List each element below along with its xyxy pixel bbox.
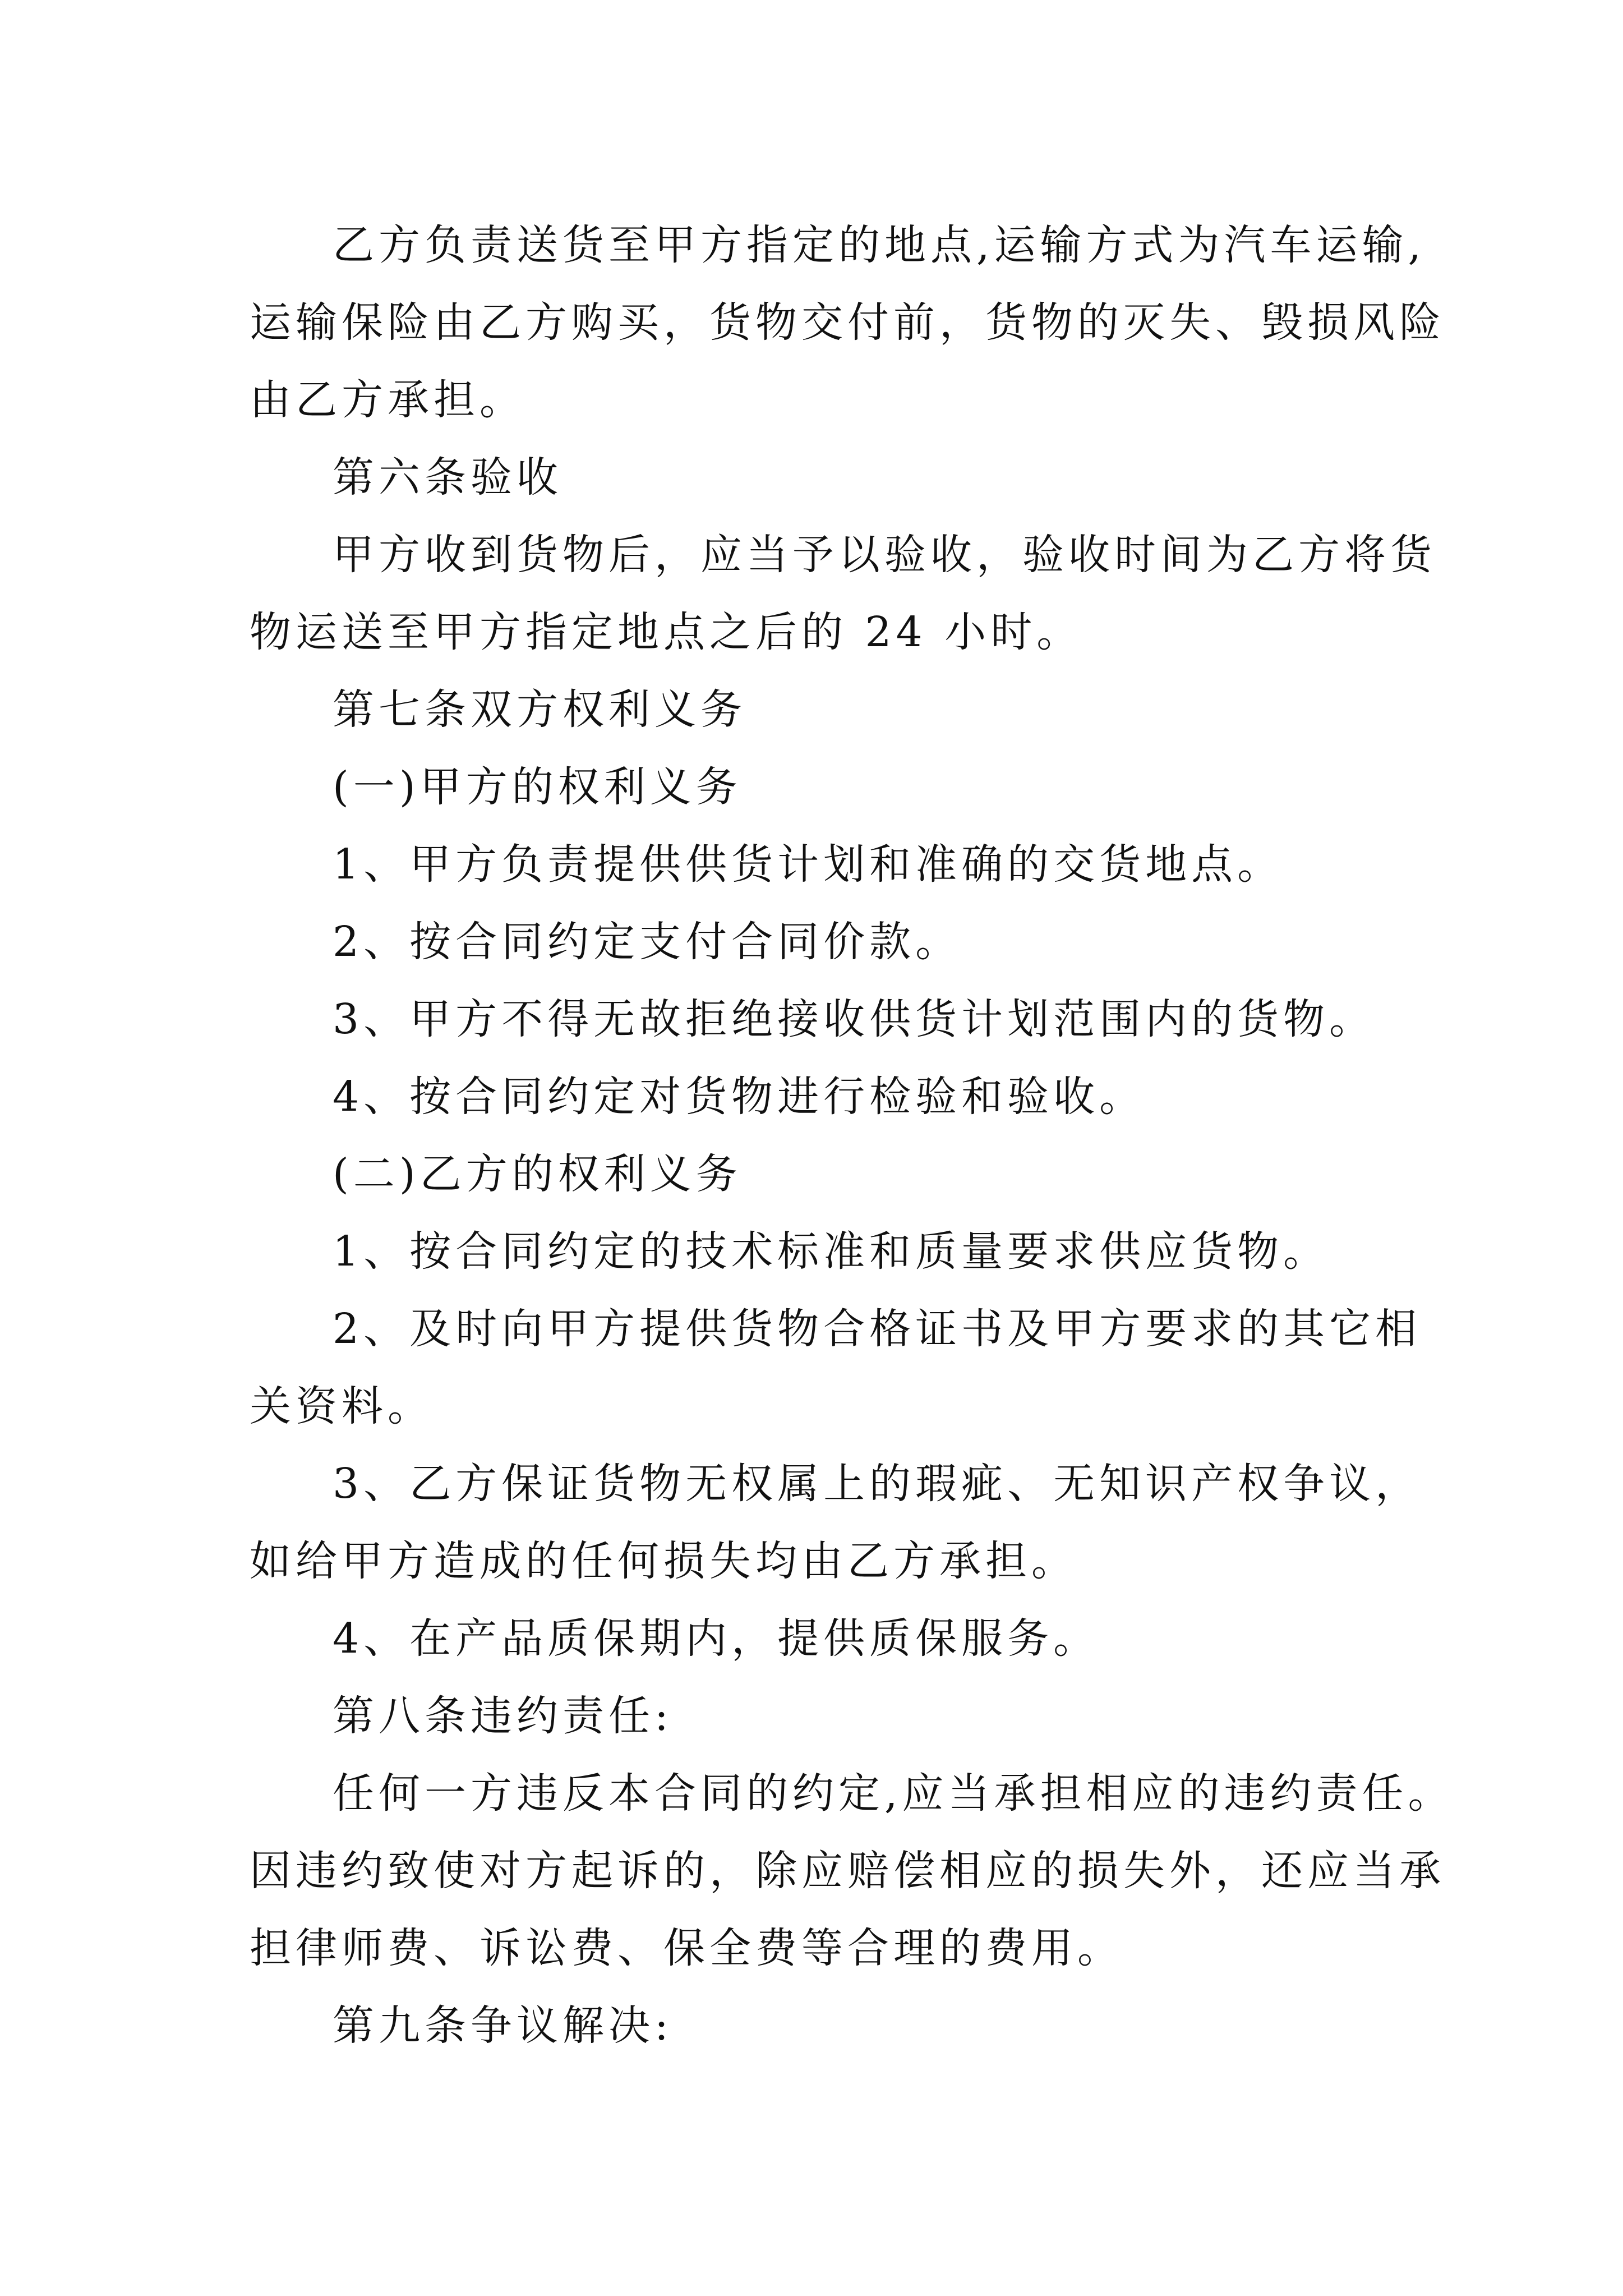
list-item: 4、按合同约定对货物进行检验和验收。 [333,1073,1146,1121]
text-line: 甲方收到货物后，应当予以验收，验收时间为乙方将货 [333,531,1436,579]
text-line: 由乙方承担。 [250,376,525,424]
list-item: 2、按合同约定支付合同价款。 [333,918,962,966]
article-heading: 第九条争议解决: [333,2001,673,2050]
list-item: 1、按合同约定的技术标准和质量要求供应货物。 [333,1227,1330,1276]
article-heading: 第七条双方权利义务 [333,685,746,734]
section-heading: (二)乙方的权利义务 [333,1150,742,1198]
text-line: 因违约致使对方起诉的，除应赔偿相应的损失外，还应当承 [250,1847,1445,1895]
list-item: 1、甲方负责提供供货计划和准确的交货地点。 [333,840,1284,889]
article-heading: 第八条违约责任: [333,1692,673,1740]
text-line: 如给甲方造成的任何损失均由乙方承担。 [250,1537,1077,1585]
text-line: 物运送至甲方指定地点之后的 24 小时。 [250,608,1083,656]
list-item: 4、在产品质保期内，提供质保服务。 [333,1614,1100,1663]
text-line: 担律师费、诉讼费、保全费等合理的费用。 [250,1924,1123,1972]
list-item: 2、及时向甲方提供货物合格证书及甲方要求的其它相 [333,1305,1422,1353]
article-heading: 第六条验收 [333,453,562,501]
text-line: 运输保险由乙方购买，货物交付前，货物的灭失、毁损风险 [250,298,1445,347]
section-heading: (一)甲方的权利义务 [333,763,742,811]
text-line: 关资料。 [250,1382,434,1430]
list-item: 3、甲方不得无故拒绝接收供货计划范围内的货物。 [333,995,1376,1043]
text-line: 任何一方违反本合同的约定,应当承担相应的违约责任。 [333,1769,1454,1818]
document-body [250,206,1454,2064]
list-item: 3、乙方保证货物无权属上的瑕疵、无知识产权争议， [333,1460,1422,1508]
text-line: 乙方负责送货至甲方指定的地点,运输方式为汽车运输, [333,221,1426,269]
